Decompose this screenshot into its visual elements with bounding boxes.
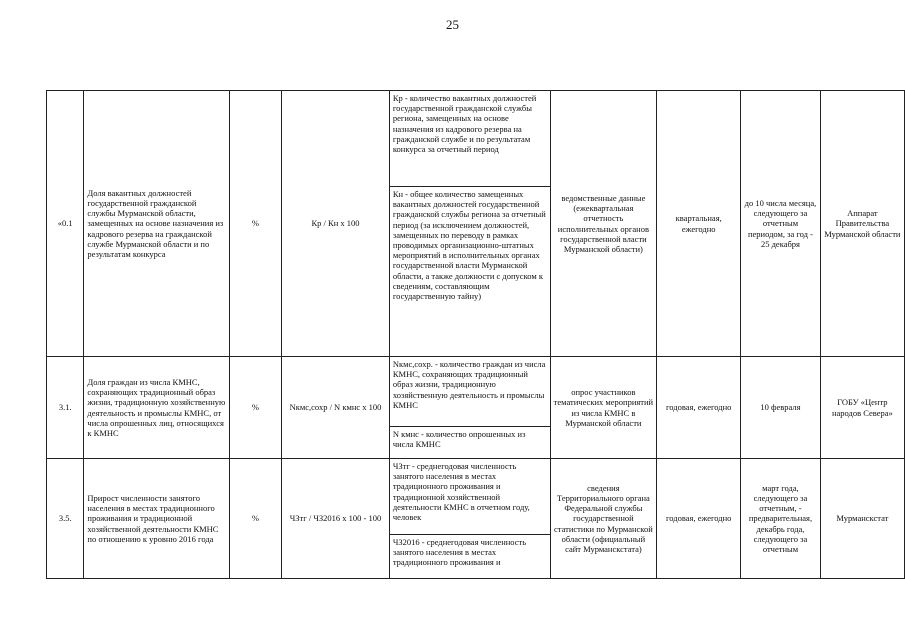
- row-number: 3.1.: [47, 357, 84, 459]
- deadline: март года, следующего за отчетным, - предварительная, декабрь года, следующего за отчетным: [741, 459, 821, 579]
- data-source: опрос участников тематических мероприятий из числа КМНС в Мурманской области: [550, 357, 657, 459]
- data-source: сведения Территориального органа Федеральной службы государственной статистики по Мурманской области (официальный сайт Мурманскстата): [550, 459, 657, 579]
- unit: %: [229, 357, 282, 459]
- unit: %: [229, 459, 282, 579]
- deadline: 10 февраля: [741, 357, 821, 459]
- formula: Кр / Кн х 100: [282, 91, 390, 357]
- table-row: [47, 91, 905, 187]
- row-number: 3.5.: [47, 459, 84, 579]
- periodicity: квартальная, ежегодно: [657, 91, 741, 357]
- periodicity: годовая, ежегодно: [657, 459, 741, 579]
- formula: Nкмс,сохр / N кмнс х 100: [282, 357, 390, 459]
- indicator-name: Доля вакантных должностей государственной гражданской службы Мурманской области, замещенных на основе назначения из кадрового резерва на гражданской службе Мурманской области и по результатам конкурса: [84, 91, 229, 357]
- periodicity: годовая, ежегодно: [657, 357, 741, 459]
- table-row: [47, 459, 905, 535]
- table-row: [47, 357, 905, 427]
- variable-description: N кмнс - количество опрошенных из числа КМНС: [389, 427, 550, 459]
- deadline: до 10 числа месяца, следующего за отчетным периодом, за год - 25 декабря: [741, 91, 821, 357]
- responsible: Аппарат Правительства Мурманской области: [820, 91, 904, 357]
- unit: %: [229, 91, 282, 357]
- variable-description: Кн - общее количество замещенных вакантных должностей государственной гражданской службы региона за отчетный период (за исключением должностей, замещенных по переводу в рамках проводимых организационно-штатных мероприятий в исполнительных органах государственной власти Мурманской области, а также должности с допуском к сведениям, составляющим государственную тайну): [389, 187, 550, 357]
- variable-description: ЧЗтг - среднегодовая численность занятого населения в местах традиционного проживания и традиционной хозяйственной деятельности КМНС в отчетном году, человек: [389, 459, 550, 535]
- page-number: 25: [446, 17, 459, 32]
- responsible: ГОБУ «Центр народов Севера»: [820, 357, 904, 459]
- variable-description: Nкмс,сохр. - количество граждан из числа КМНС, сохраняющих традиционный образ жизни, традиционную хозяйственную деятельность и промыслы КМНС: [389, 357, 550, 427]
- indicator-name: Прирост численности занятого населения в местах традиционного проживания и традиционной хозяйственной деятельности КМНС по отношению к уровню 2016 года: [84, 459, 229, 579]
- indicator-name: Доля граждан из числа КМНС, сохраняющих традиционный образ жизни, традиционную хозяйственную деятельность и промыслы КМНС, от числа опрошенных лиц, относящихся к КМНС: [84, 357, 229, 459]
- variable-description: ЧЗ2016 - среднегодовая численность занятого населения в местах традиционного проживания и: [389, 535, 550, 579]
- formula: ЧЗтг / ЧЗ2016 х 100 - 100: [282, 459, 390, 579]
- responsible: Мурманскстат: [820, 459, 904, 579]
- variable-description: Кр - количество вакантных должностей государственной гражданской службы региона, замещенных на основе назначения из кадрового резерва на гражданской службе и по результатам конкурса за отчетный период: [389, 91, 550, 187]
- indicators-table: [46, 90, 905, 579]
- data-source: ведомственные данные (ежеквартальная отчетность исполнительных органов государственной власти Мурманской области): [550, 91, 657, 357]
- row-number: «0.1: [47, 91, 84, 357]
